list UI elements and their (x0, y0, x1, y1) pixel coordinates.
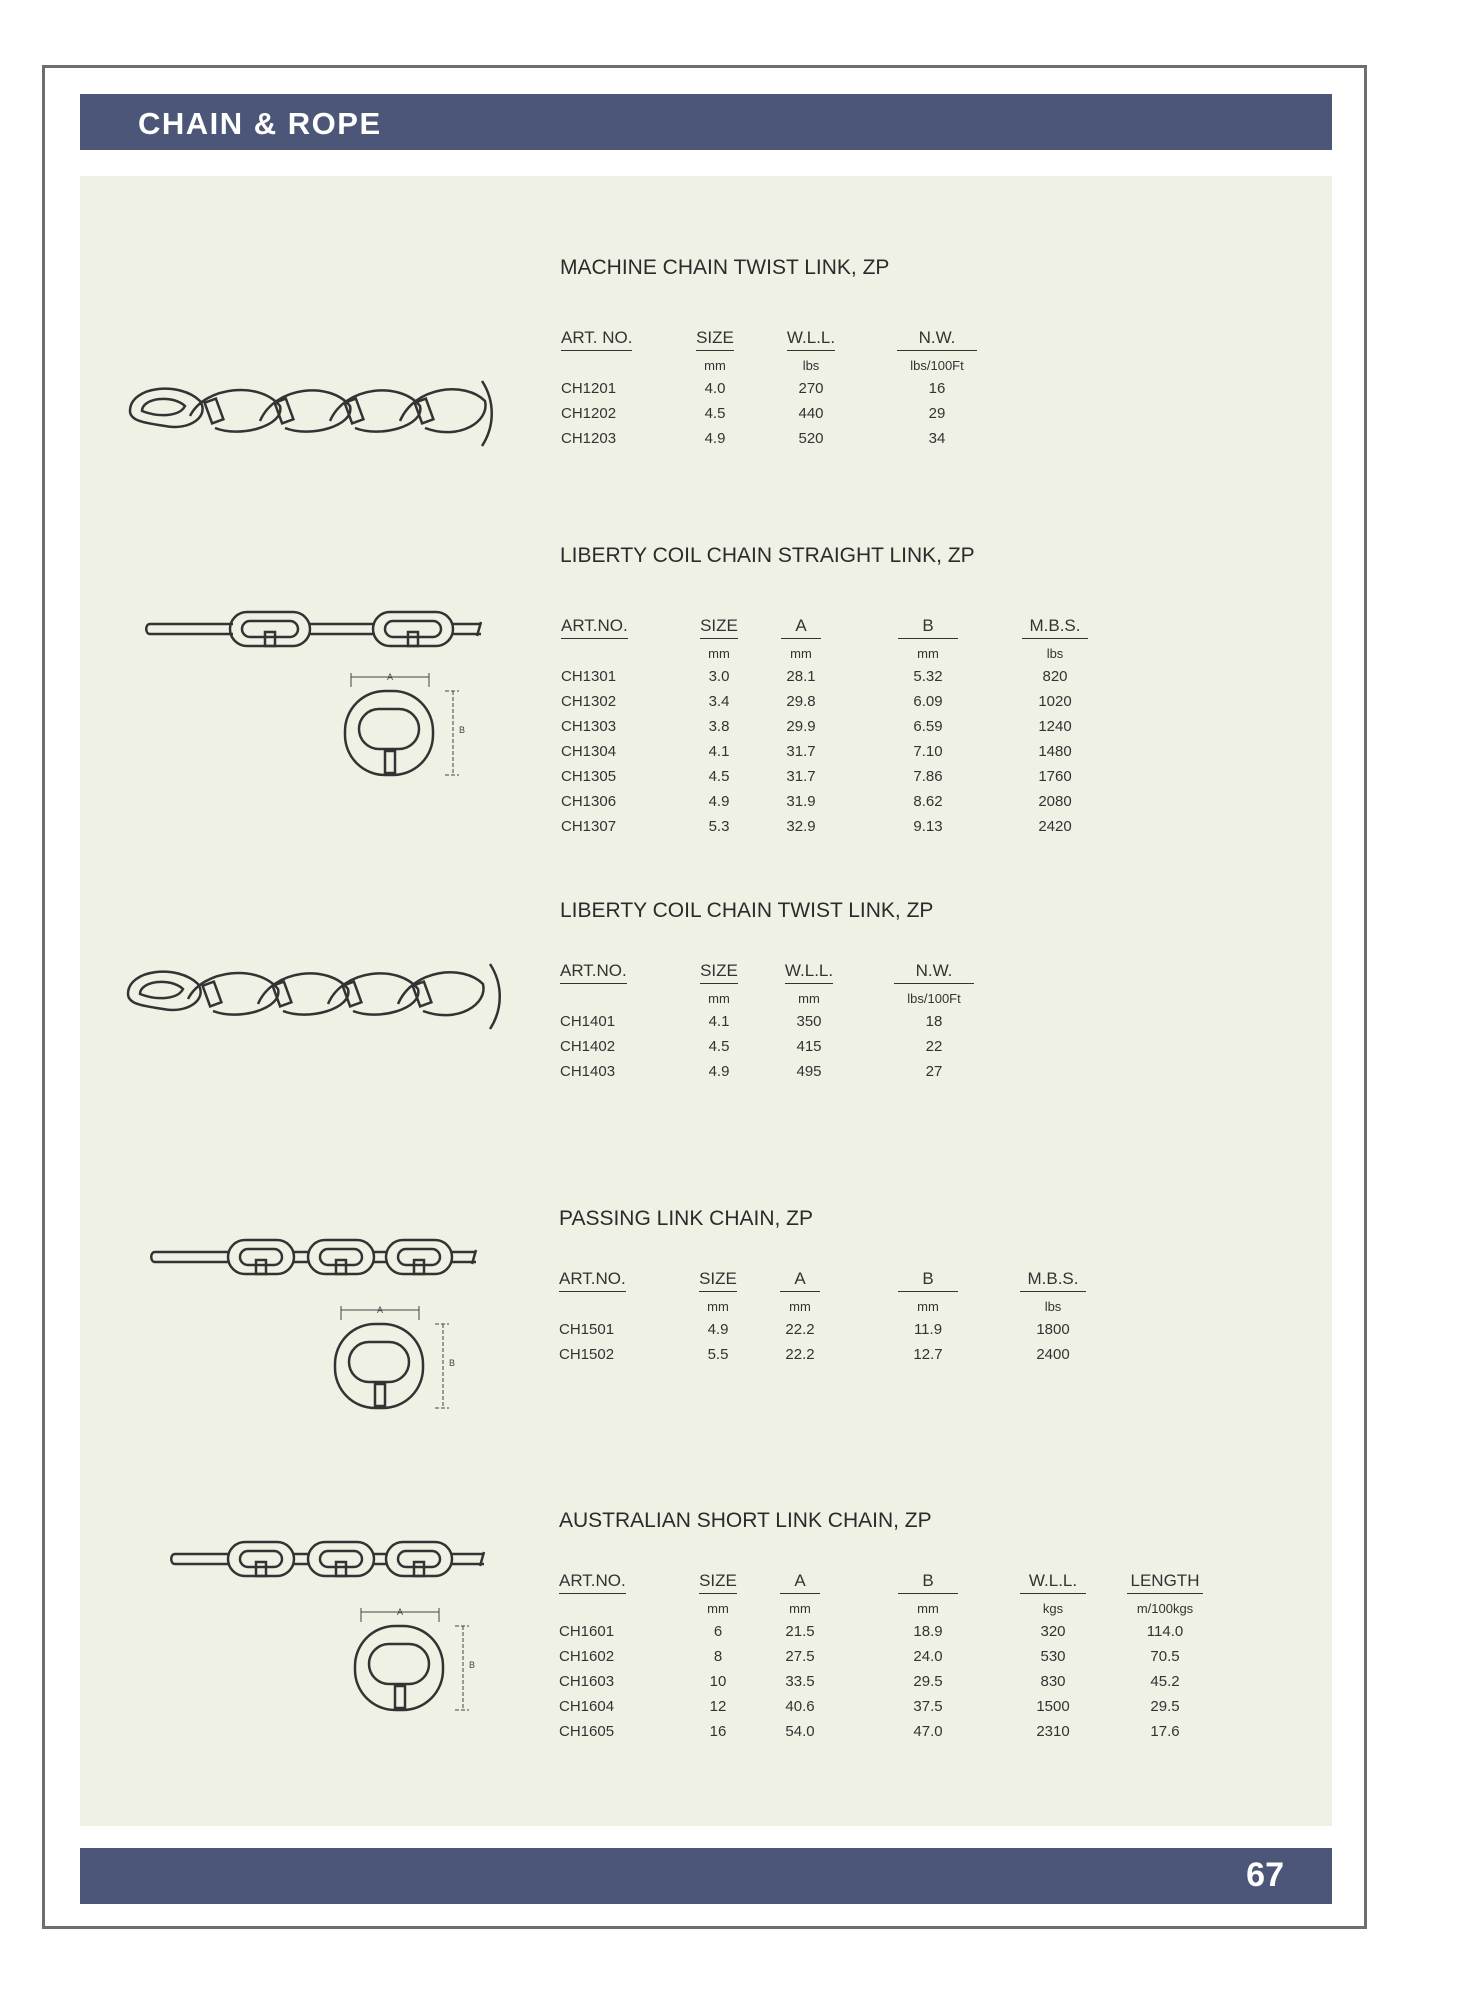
col-header: A (781, 616, 821, 639)
cell: 27.5 (785, 1648, 815, 1665)
cell: 1480 (1038, 743, 1072, 760)
cell: 28.1 (786, 668, 816, 685)
col-size (693, 1571, 743, 1744)
link-dimension-diagram (335, 669, 475, 779)
cell: 31.7 (786, 743, 816, 760)
col-nw (886, 961, 982, 1084)
cell: 1500 (1036, 1698, 1070, 1715)
section-title: LIBERTY COIL CHAIN STRAIGHT LINK, ZP (560, 544, 975, 567)
cell: 6.59 (913, 718, 943, 735)
cell: 320 (1040, 1623, 1066, 1640)
col-header: ART.NO. (560, 961, 627, 984)
col-unit: lbs/100Ft (907, 991, 961, 1006)
col-size (693, 1269, 743, 1367)
col-wll (780, 328, 842, 451)
col-header: ART.NO. (559, 1269, 626, 1292)
cell: 12.7 (913, 1346, 943, 1363)
twist-link-chain-illustration (120, 366, 500, 452)
col-header: SIZE (696, 328, 734, 351)
cell: 2400 (1036, 1346, 1070, 1363)
cell: 4.9 (704, 430, 726, 447)
cell: 7.86 (913, 768, 943, 785)
cell: 4.5 (708, 768, 730, 785)
cell: 2310 (1036, 1723, 1070, 1740)
cell: 9.13 (913, 818, 943, 835)
section-title: MACHINE CHAIN TWIST LINK, ZP (560, 256, 890, 279)
cell: 8 (713, 1648, 723, 1665)
col-header: M.B.S. (1022, 616, 1088, 639)
link-dimension-diagram (325, 1302, 465, 1412)
dimension-b-label: B (459, 725, 466, 735)
col-unit: mm (917, 1601, 939, 1616)
col-unit: lbs (1044, 1299, 1062, 1314)
col-a (776, 616, 826, 839)
link-dimension-diagram (345, 1604, 485, 1714)
dimension-a-label: A (397, 1607, 404, 1617)
cell: 1800 (1036, 1321, 1070, 1338)
col-unit: mm (708, 646, 730, 661)
cell: 29.8 (786, 693, 816, 710)
cell: 7.10 (913, 743, 943, 760)
cell: 33.5 (785, 1673, 815, 1690)
cell: 114.0 (1146, 1623, 1184, 1640)
col-size (694, 616, 744, 839)
col-art-no (560, 961, 627, 1084)
col-header: ART.NO. (561, 616, 628, 639)
col-unit: mm (708, 991, 730, 1006)
cell: 3.0 (708, 668, 730, 685)
twist-link-chain-illustration (118, 949, 508, 1035)
cell: 45.2 (1150, 1673, 1180, 1690)
col-unit: kgs (1042, 1601, 1064, 1616)
col-header: M.B.S. (1020, 1269, 1086, 1292)
cell: 18 (925, 1013, 943, 1030)
cell: 1020 (1038, 693, 1072, 710)
header-bar (80, 94, 1332, 150)
dimension-a-label: A (377, 1305, 384, 1315)
col-art-no (561, 616, 628, 839)
cell: 32.9 (786, 818, 816, 835)
col-header: LENGTH (1127, 1571, 1203, 1594)
cell: CH1601 (559, 1623, 615, 1640)
cell: 2080 (1038, 793, 1072, 810)
col-unit: lbs/100Ft (910, 358, 964, 373)
cell: 31.7 (786, 768, 816, 785)
col-unit: m/100kgs (1136, 1601, 1194, 1616)
page-number: 67 (1246, 1856, 1284, 1894)
cell: 830 (1040, 1673, 1066, 1690)
section-title: LIBERTY COIL CHAIN TWIST LINK, ZP (560, 899, 934, 922)
col-header: ART. NO. (561, 328, 632, 351)
col-header: B (898, 1269, 958, 1292)
col-header: ART.NO. (559, 1571, 626, 1594)
cell: CH1303 (561, 718, 617, 735)
cell: 3.4 (708, 693, 730, 710)
dimension-b-label: B (449, 1358, 456, 1368)
straight-link-chain-illustration (145, 604, 485, 654)
cell: 40.6 (785, 1698, 815, 1715)
cell: 29 (928, 405, 946, 422)
col-unit: mm (917, 1299, 939, 1314)
cell: 29.5 (1150, 1698, 1180, 1715)
col-art-no (559, 1269, 626, 1367)
cell: CH1401 (560, 1013, 616, 1030)
col-mbs (1018, 1269, 1088, 1367)
section-title: PASSING LINK CHAIN, ZP (559, 1207, 813, 1230)
cell: 4.5 (708, 1038, 730, 1055)
cell: 47.0 (913, 1723, 943, 1740)
dimension-b-label: B (469, 1660, 476, 1670)
cell: 18.9 (913, 1623, 943, 1640)
cell: CH1602 (559, 1648, 615, 1665)
cell: 5.3 (708, 818, 730, 835)
cell: 17.6 (1150, 1723, 1180, 1740)
cell: CH1203 (561, 430, 617, 447)
cell: CH1307 (561, 818, 617, 835)
col-nw (892, 328, 982, 451)
col-header: B (898, 1571, 958, 1594)
footer-bar (80, 1848, 1332, 1904)
col-b (895, 1269, 961, 1367)
cell: CH1202 (561, 405, 617, 422)
cell: CH1402 (560, 1038, 616, 1055)
cell: CH1301 (561, 668, 617, 685)
cell: 350 (796, 1013, 822, 1030)
cell: CH1302 (561, 693, 617, 710)
cell: 27 (925, 1063, 943, 1080)
cell: CH1403 (560, 1063, 616, 1080)
col-unit: mm (704, 358, 726, 373)
dimension-a-label: A (387, 672, 394, 682)
col-b (895, 1571, 961, 1744)
cell: 4.9 (708, 1063, 730, 1080)
col-header: SIZE (699, 1571, 737, 1594)
cell: 22.2 (785, 1346, 815, 1363)
cell: 37.5 (913, 1698, 943, 1715)
section-title: AUSTRALIAN SHORT LINK CHAIN, ZP (559, 1509, 932, 1532)
col-header: W.L.L. (785, 961, 833, 984)
col-header: A (780, 1269, 820, 1292)
cell: 270 (798, 380, 824, 397)
cell: 24.0 (913, 1648, 943, 1665)
cell: CH1305 (561, 768, 617, 785)
cell: 4.9 (708, 793, 730, 810)
cell: 1240 (1038, 718, 1072, 735)
col-wll (1018, 1571, 1088, 1744)
col-header: B (898, 616, 958, 639)
col-unit: lbs (802, 358, 820, 373)
col-header: N.W. (897, 328, 977, 351)
cell: 2420 (1038, 818, 1072, 835)
col-unit: mm (798, 991, 820, 1006)
cell: 10 (709, 1673, 727, 1690)
cell: 495 (796, 1063, 822, 1080)
cell: 4.5 (704, 405, 726, 422)
cell: 29.9 (786, 718, 816, 735)
col-art-no (559, 1571, 626, 1744)
cell: CH1605 (559, 1723, 615, 1740)
cell: 11.9 (913, 1321, 943, 1338)
col-unit: mm (707, 1601, 729, 1616)
short-link-chain-illustration (170, 1534, 490, 1584)
passing-link-chain-illustration (150, 1232, 480, 1282)
col-size (690, 328, 740, 451)
cell: 21.5 (785, 1623, 815, 1640)
col-unit: mm (917, 646, 939, 661)
cell: CH1501 (559, 1321, 615, 1338)
cell: 4.1 (708, 743, 730, 760)
col-unit: mm (789, 1601, 811, 1616)
cell: 3.8 (708, 718, 730, 735)
cell: 22 (925, 1038, 943, 1055)
col-header: W.L.L. (1020, 1571, 1086, 1594)
cell: 440 (798, 405, 824, 422)
cell: 530 (1040, 1648, 1066, 1665)
col-header: SIZE (700, 616, 738, 639)
col-a (775, 1571, 825, 1744)
col-unit: mm (789, 1299, 811, 1314)
cell: 16 (928, 380, 946, 397)
cell: 22.2 (785, 1321, 815, 1338)
cell: CH1201 (561, 380, 617, 397)
cell: 6.09 (913, 693, 943, 710)
col-header: SIZE (700, 961, 738, 984)
col-unit: lbs (1046, 646, 1064, 661)
cell: CH1306 (561, 793, 617, 810)
cell: 1760 (1038, 768, 1072, 785)
cell: 520 (798, 430, 824, 447)
cell: CH1603 (559, 1673, 615, 1690)
page-title: CHAIN & ROPE (138, 106, 382, 141)
col-header: A (780, 1571, 820, 1594)
col-header: N.W. (894, 961, 974, 984)
cell: 31.9 (786, 793, 816, 810)
cell: 415 (796, 1038, 822, 1055)
cell: 34 (928, 430, 946, 447)
col-mbs (1020, 616, 1090, 839)
cell: CH1604 (559, 1698, 615, 1715)
cell: 820 (1042, 668, 1068, 685)
cell: 16 (709, 1723, 727, 1740)
col-a (775, 1269, 825, 1367)
cell: 70.5 (1150, 1648, 1180, 1665)
col-header: W.L.L. (787, 328, 835, 351)
col-unit: mm (790, 646, 812, 661)
cell: 4.0 (704, 380, 726, 397)
col-length (1122, 1571, 1208, 1744)
col-unit: mm (707, 1299, 729, 1314)
cell: 4.9 (707, 1321, 729, 1338)
col-b (895, 616, 961, 839)
cell: 54.0 (785, 1723, 815, 1740)
col-header: SIZE (699, 1269, 737, 1292)
cell: 4.1 (708, 1013, 730, 1030)
cell: CH1304 (561, 743, 617, 760)
col-wll (778, 961, 840, 1084)
col-art-no (561, 328, 632, 451)
cell: 5.5 (707, 1346, 729, 1363)
col-size (694, 961, 744, 1084)
catalog-content (80, 176, 1332, 1826)
cell: 12 (709, 1698, 727, 1715)
cell: 5.32 (913, 668, 943, 685)
cell: CH1502 (559, 1346, 615, 1363)
cell: 6 (713, 1623, 723, 1640)
cell: 8.62 (913, 793, 943, 810)
cell: 29.5 (913, 1673, 943, 1690)
